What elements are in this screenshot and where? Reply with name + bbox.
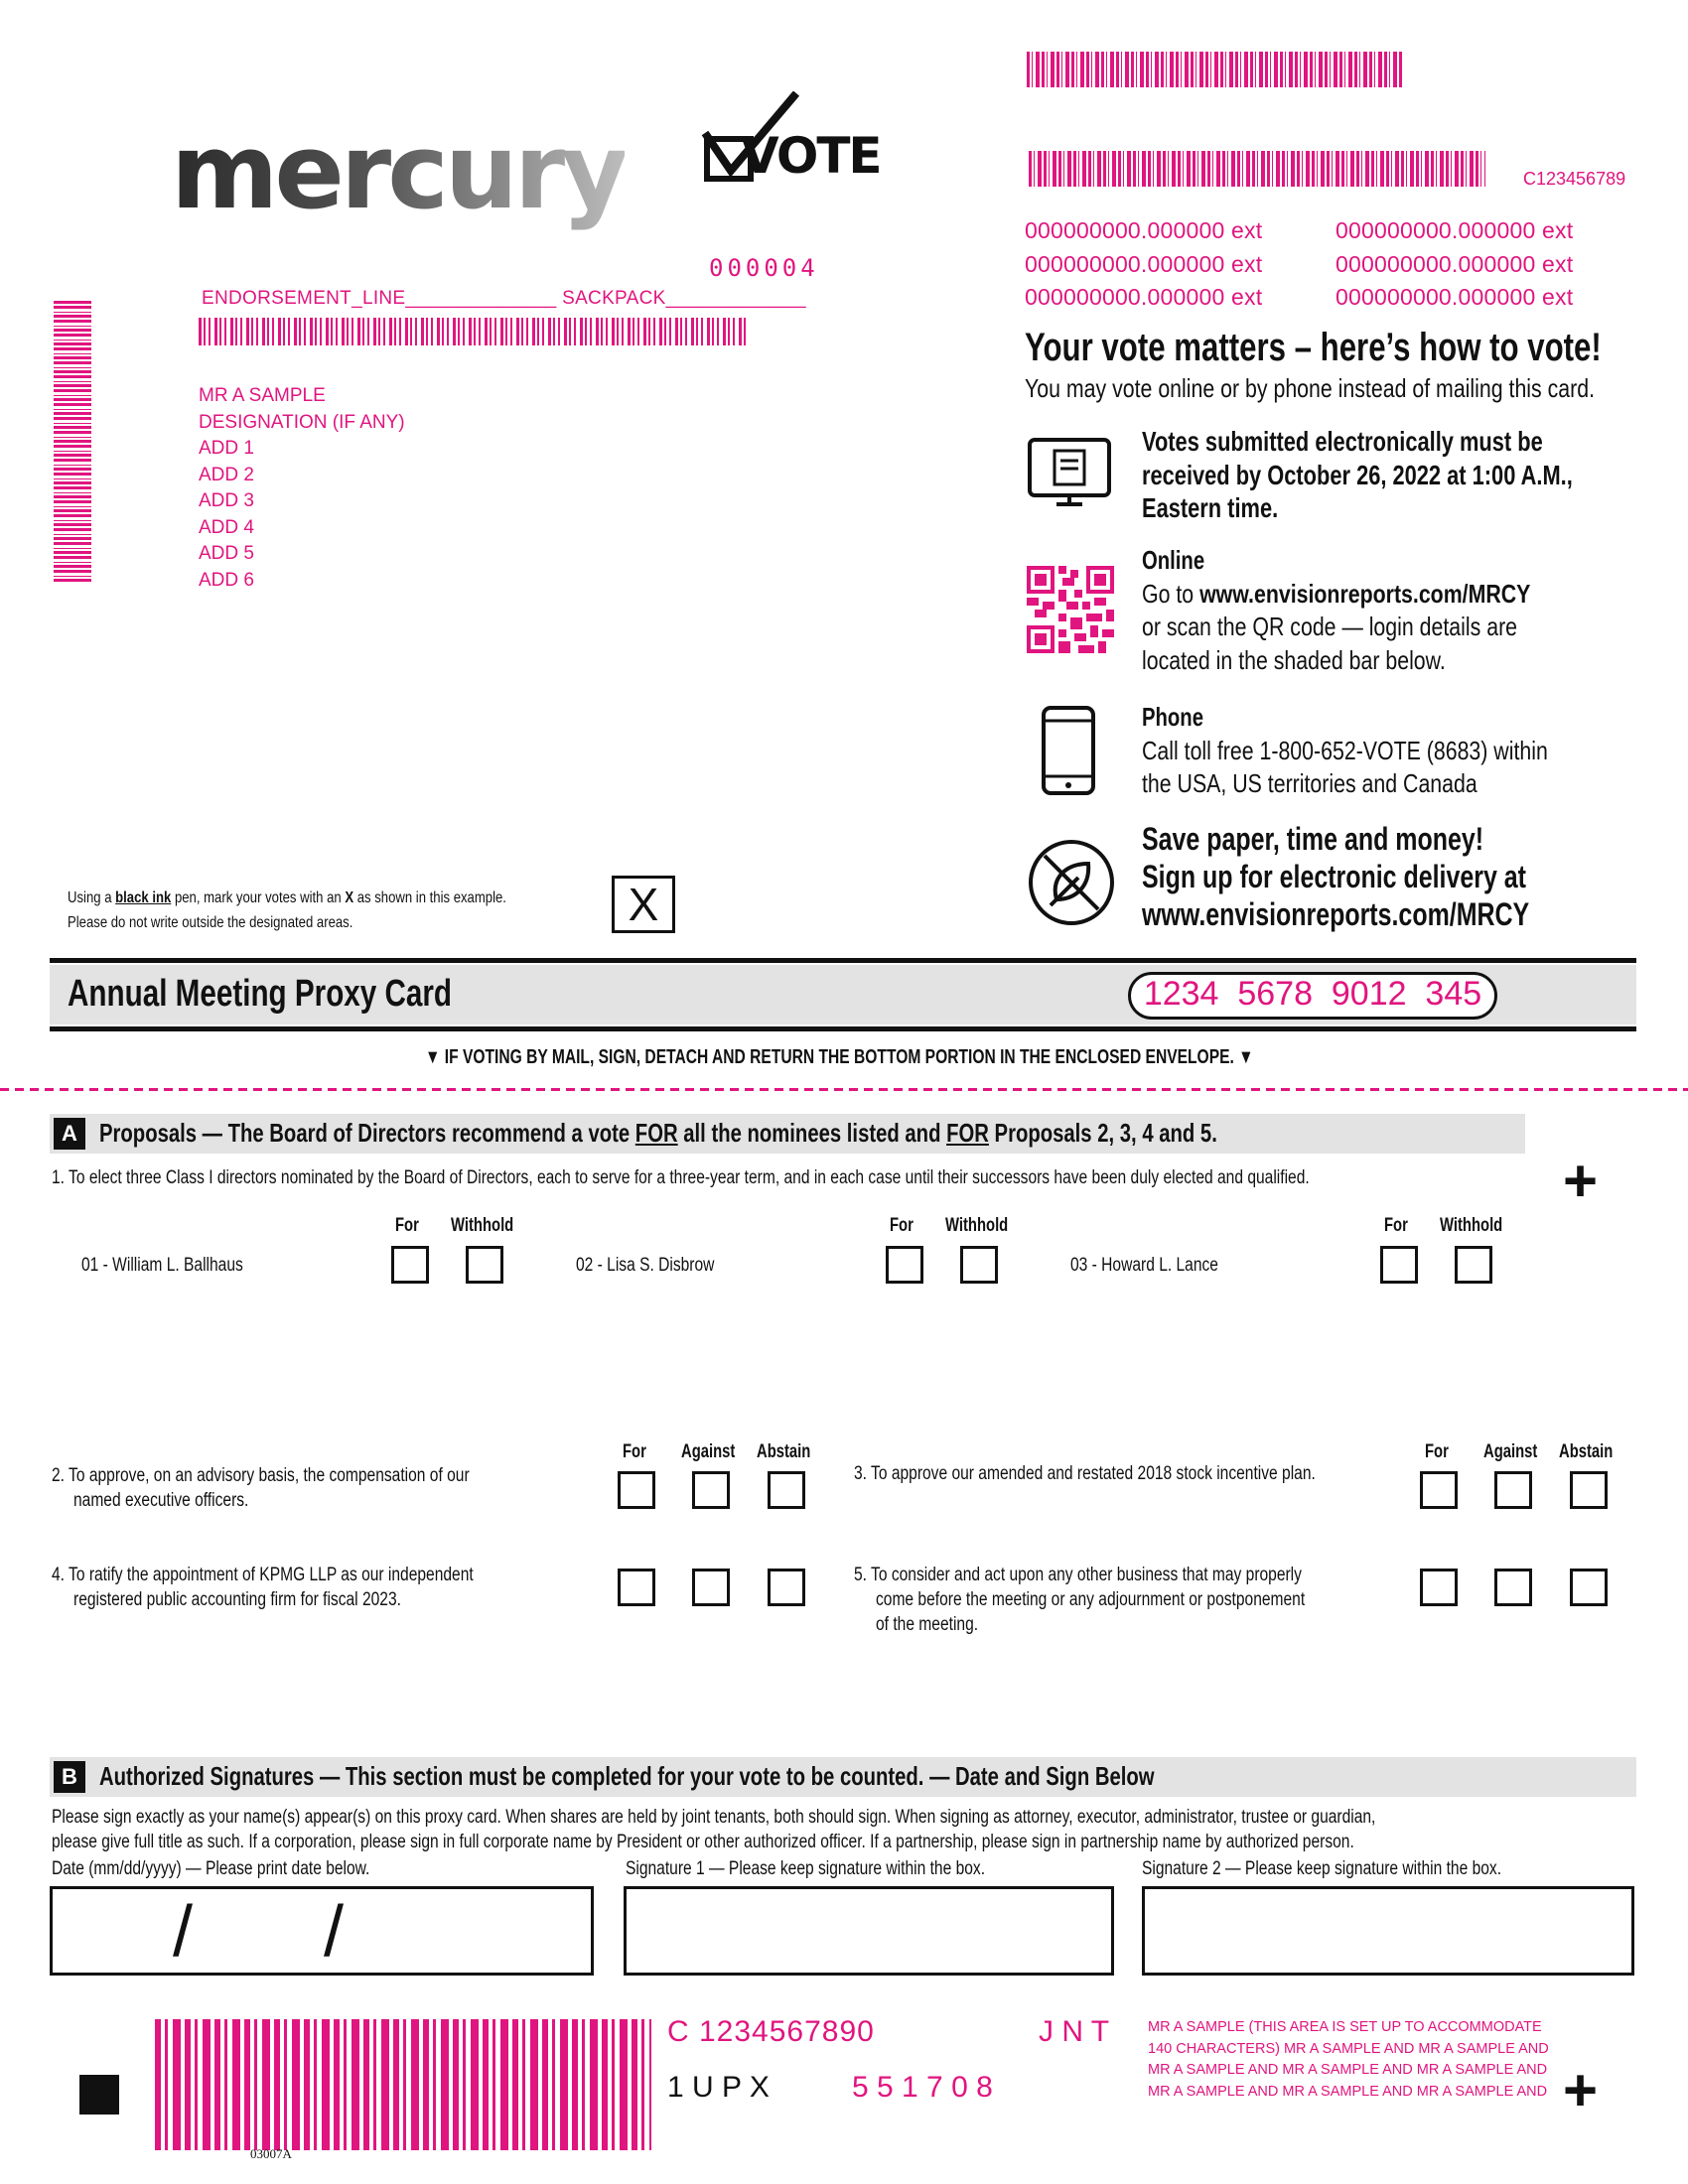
proposal-1-text: 1. To elect three Class I directors nominated by the Board of Directors, each to serve for a three-year term, and in each case until their successors have been duly elected and qualified.	[52, 1167, 1310, 1188]
address-line: DESIGNATION (IF ANY)	[199, 411, 405, 433]
proposal-2-text: 2. To approve, on an advisory basis, the compensation of our named executive officers.	[52, 1465, 470, 1511]
postnet-barcode	[199, 318, 747, 345]
address-line: ADD 4	[199, 516, 254, 538]
nominee-2-for-checkbox[interactable]	[886, 1246, 923, 1284]
mercury-logo	[171, 111, 625, 232]
jnt-code: J N T	[1039, 2015, 1110, 2048]
monitor-icon	[1027, 437, 1112, 510]
mercury-wordmark: mercury	[171, 111, 625, 232]
proposal-3-against-checkbox[interactable]	[1494, 1471, 1532, 1509]
date-input-box[interactable]	[50, 1886, 594, 1976]
sample-name-block: MR A SAMPLE (THIS AREA IS SET UP TO ACCOMMODATE 140 CHARACTERS) MR A SAMPLE AND MR A SAMPLE AND MR A SAMPLE AND MR A SAMPLE AND MR A SAMPLE AND MR A SAMPLE AND MR A SAMPLE AND MR A SAMPLE AND	[1148, 2019, 1549, 2100]
registration-square	[79, 2075, 119, 2115]
form-code: 03007A	[250, 2146, 292, 2161]
edelivery-url-link[interactable]: www.envisionreports.com/MRCY	[1142, 896, 1530, 932]
ext-line: 000000000.000000 ext	[1336, 250, 1574, 277]
phone-section: Phone Call toll free 1-800-652-VOTE (8683) within the USA, US territories and Canada	[1142, 702, 1548, 798]
footer-number: 5 5 1 7 0 8	[852, 2071, 993, 2104]
address-line: ADD 6	[199, 569, 254, 591]
bottom-barcode	[155, 2019, 651, 2150]
section-b-instructions: Please sign exactly as your name(s) appear(s) on this proxy card. When shares are held by joint tenants, both should sign. When signing as attorney, executor, administrator, trustee or guardian, please give full title as such. If a corporation, please sign in full corporate name by President or other authorized officer. If a partnership, please sign in partnership name by authorized person.	[52, 1807, 1376, 1852]
card-header-rule-top	[50, 958, 1636, 963]
proposal-3-abstain-checkbox[interactable]	[1570, 1471, 1608, 1509]
edelivery-section: Save paper, time and money! Sign up for electronic delivery at www.envisionreports.com/MRCY	[1142, 821, 1530, 932]
nominee-3-withhold-checkbox[interactable]	[1455, 1246, 1492, 1284]
date-label: Date (mm/dd/yyyy) — Please print date below.	[52, 1858, 370, 1879]
address-line: ADD 1	[199, 438, 254, 459]
proposal-4-text: 4. To ratify the appointment of KPMG LLP as our independent registered public accounting firm for fiscal 2023.	[52, 1565, 474, 1610]
proposal-2-against-checkbox[interactable]	[692, 1471, 730, 1509]
section-a-title: Proposals — The Board of Directors recommend a vote FOR all the nominees listed and FOR Proposals 2, 3, 4 and 5.	[99, 1118, 1217, 1148]
col-for: For	[1384, 1215, 1408, 1236]
upx-code: 1 U P X	[667, 2071, 770, 2104]
top-barcode	[1027, 52, 1404, 87]
col-for: For	[1425, 1441, 1449, 1462]
nominee-1: 01 - William L. Ballhaus	[81, 1255, 243, 1276]
sequence-number: 000004	[709, 254, 819, 282]
howto-subheading: You may vote online or by phone instead of mailing this card.	[1025, 373, 1596, 403]
section-a-letter: A	[54, 1118, 85, 1150]
qr-code-icon[interactable]	[1027, 566, 1114, 653]
address-line: MR A SAMPLE	[199, 385, 326, 406]
card-header-rule-bottom	[50, 1026, 1636, 1031]
col-withhold: Withhold	[945, 1215, 1009, 1236]
nominee-1-for-checkbox[interactable]	[391, 1246, 429, 1284]
control-barcode	[1029, 151, 1485, 187]
endorsement-line: ENDORSEMENT_LINE______________ SACKPACK_____________	[202, 288, 806, 309]
date-slash-2: /	[324, 1892, 345, 1972]
crosshair-bottom: +	[1563, 2057, 1599, 2123]
ext-column-right	[1336, 214, 1573, 315]
account-number: C 1234567890	[667, 2015, 875, 2048]
proposal-5-against-checkbox[interactable]	[1494, 1569, 1532, 1606]
col-against: Against	[681, 1441, 736, 1462]
online-title: Online	[1142, 545, 1205, 575]
example-x: X	[628, 879, 659, 930]
col-withhold: Withhold	[451, 1215, 514, 1236]
online-url-link[interactable]: www.envisionreports.com/MRCY	[1199, 578, 1531, 609]
address-line: ADD 2	[199, 464, 254, 485]
instructions: Using a black ink pen, mark your votes with an X as shown in this example. Please do not write outside the designated areas.	[68, 889, 506, 931]
address-block	[199, 383, 405, 594]
vote-logo	[701, 91, 881, 191]
signature-1-box[interactable]	[624, 1886, 1114, 1976]
col-abstain: Abstain	[1559, 1441, 1614, 1462]
proposal-2-abstain-checkbox[interactable]	[768, 1471, 805, 1509]
ext-column-left	[1025, 214, 1262, 315]
control-code: C123456789	[1523, 169, 1626, 189]
nominee-3: 03 - Howard L. Lance	[1070, 1255, 1218, 1276]
proposal-3-for-checkbox[interactable]	[1420, 1471, 1458, 1509]
online-section: Online Go to www.envisionreports.com/MRCY or scan the QR code — login details are located in the shaded bar below.	[1142, 545, 1531, 675]
date-slash-1: /	[173, 1892, 194, 1972]
ext-line: 000000000.000000 ext	[1025, 284, 1263, 310]
deadline-text: Votes submitted electronically must be received by October 26, 2022 at 1:00 A.M., Eastern time.	[1142, 426, 1573, 523]
ext-line: 000000000.000000 ext	[1336, 217, 1574, 243]
tear-line	[0, 1088, 1688, 1091]
example-mark-box	[612, 876, 675, 933]
section-b-title: Authorized Signatures — This section must be completed for your vote to be counted. — Date and Sign Below	[99, 1761, 1155, 1791]
proposal-2-for-checkbox[interactable]	[618, 1471, 655, 1509]
proposal-4-against-checkbox[interactable]	[692, 1569, 730, 1606]
proposal-5-abstain-checkbox[interactable]	[1570, 1569, 1608, 1606]
proposal-3-text: 3. To approve our amended and restated 2018 stock incentive plan.	[854, 1463, 1316, 1484]
proposal-4-for-checkbox[interactable]	[618, 1569, 655, 1606]
section-b-letter: B	[54, 1761, 85, 1793]
detach-notice: ▼ IF VOTING BY MAIL, SIGN, DETACH AND RETURN THE BOTTOM PORTION IN THE ENCLOSED ENVELOPE. ▼	[425, 1046, 1254, 1068]
ext-line: 000000000.000000 ext	[1025, 250, 1263, 277]
proposal-5-for-checkbox[interactable]	[1420, 1569, 1458, 1606]
nominee-1-withhold-checkbox[interactable]	[466, 1246, 503, 1284]
address-line: ADD 5	[199, 543, 254, 564]
control-number: 1234 5678 9012 345	[1143, 975, 1482, 1013]
crosshair-top: +	[1563, 1148, 1599, 1214]
col-withhold: Withhold	[1440, 1215, 1503, 1236]
howto-heading: Your vote matters – here’s how to vote!	[1025, 326, 1602, 369]
nominee-2-withhold-checkbox[interactable]	[960, 1246, 998, 1284]
address-line: ADD 3	[199, 490, 254, 511]
vertical-barcode	[54, 300, 91, 582]
vote-wordmark: VOTE	[741, 127, 881, 185]
col-for: For	[623, 1441, 646, 1462]
signature-1-label: Signature 1 — Please keep signature within the box.	[626, 1858, 986, 1879]
proposal-4-abstain-checkbox[interactable]	[768, 1569, 805, 1606]
proposal-5-text: 5. To consider and act upon any other business that may properly come before the meeting or any adjournment or postponement of the meeting.	[854, 1565, 1306, 1635]
nominee-2: 02 - Lisa S. Disbrow	[576, 1255, 715, 1276]
col-for: For	[395, 1215, 419, 1236]
phone-icon	[1041, 705, 1096, 796]
nominee-3-for-checkbox[interactable]	[1380, 1246, 1418, 1284]
ext-line: 000000000.000000 ext	[1025, 217, 1263, 243]
col-for: For	[890, 1215, 914, 1236]
signature-2-label: Signature 2 — Please keep signature within the box.	[1142, 1858, 1502, 1879]
signature-2-box[interactable]	[1142, 1886, 1634, 1976]
col-abstain: Abstain	[757, 1441, 811, 1462]
col-against: Against	[1483, 1441, 1538, 1462]
leaf-icon	[1027, 838, 1116, 927]
ext-line: 000000000.000000 ext	[1336, 284, 1574, 310]
phone-title: Phone	[1142, 702, 1203, 732]
card-title: Annual Meeting Proxy Card	[68, 973, 453, 1015]
